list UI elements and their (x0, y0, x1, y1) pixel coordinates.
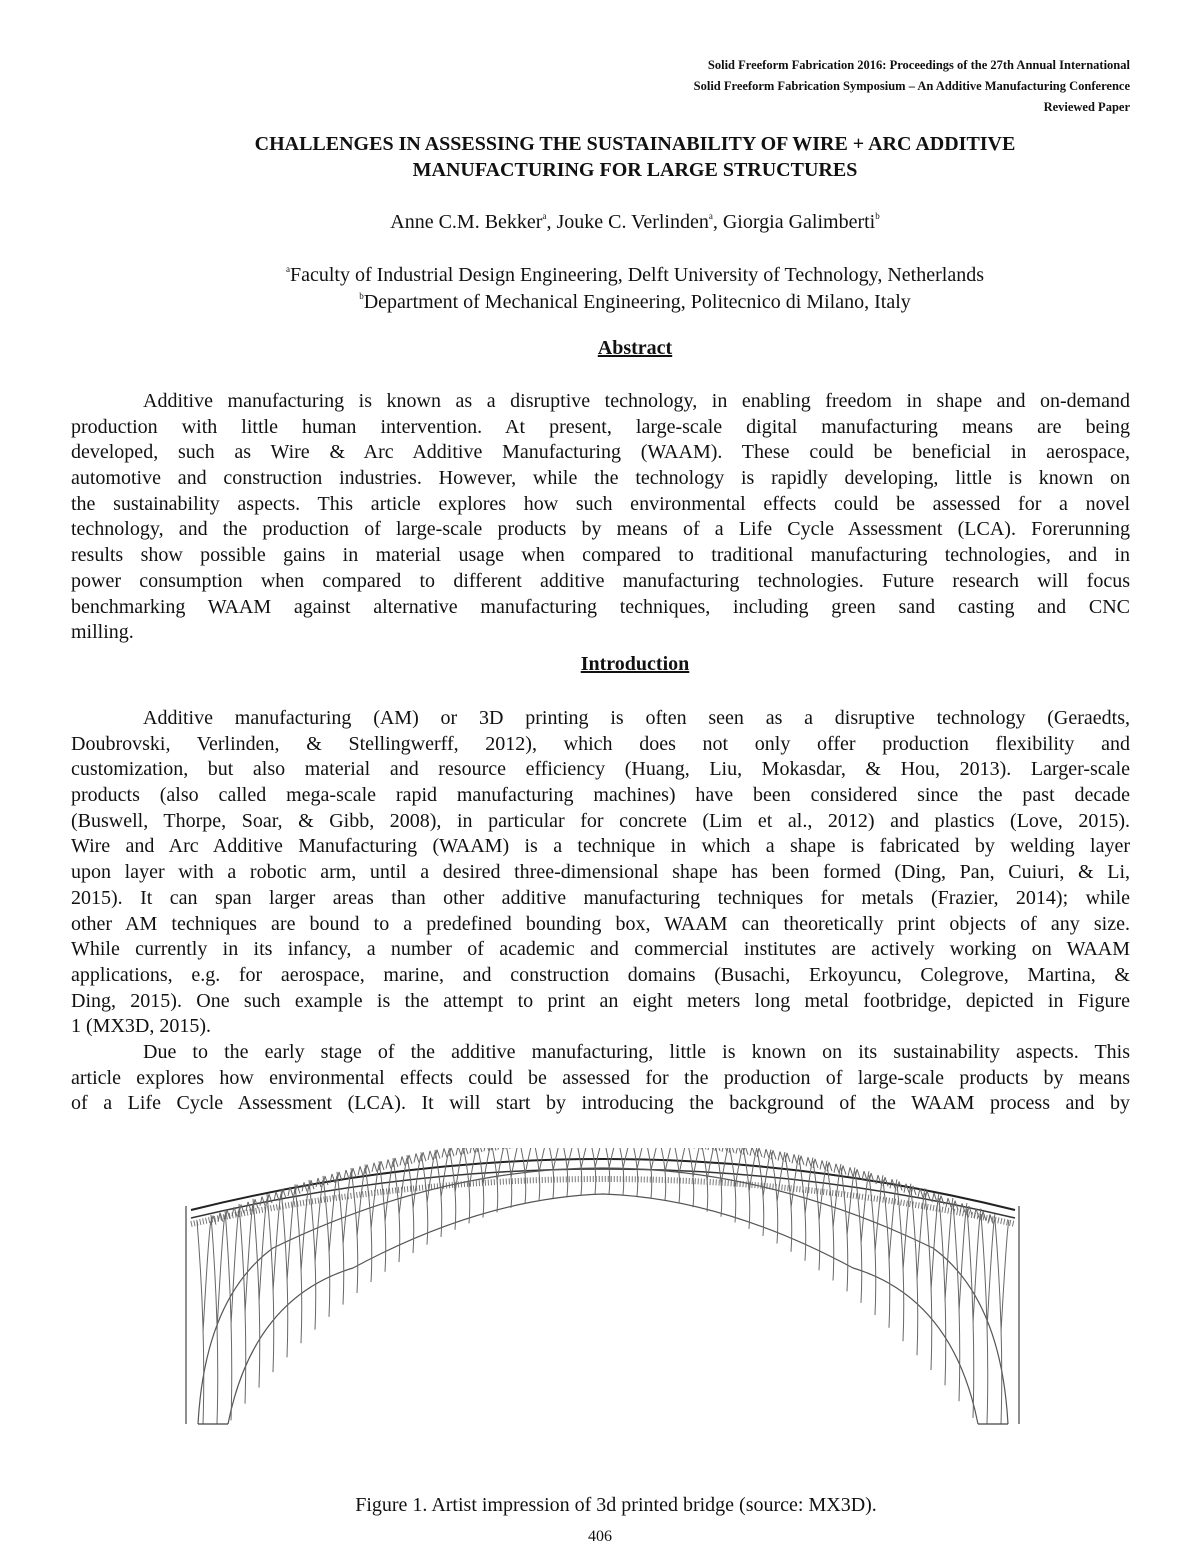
text-line: power consumption when compared to different additive manufacturing technologies. Future research will focus (71, 569, 1130, 592)
lattice-twig (792, 1154, 797, 1163)
lattice-branch (379, 1161, 393, 1272)
lattice-twig (925, 1191, 930, 1200)
lattice-twig (778, 1152, 783, 1161)
lattice-branch (435, 1150, 449, 1237)
lattice-twig (470, 1148, 475, 1153)
lattice-twig (813, 1159, 818, 1168)
text-line: article explores how environmental effects could be assessed for the production of large-scale products by means (71, 1066, 1130, 1089)
author-list (0, 211, 1200, 234)
lattice-twig (799, 1156, 804, 1165)
author-name: Jouke C. Verlinden (556, 211, 709, 233)
text-line: Ding, 2015). One such example is the attempt to print an eight meters long metal footbridge, depicted in Figure (71, 989, 1130, 1012)
lattice-branch (897, 1184, 911, 1341)
lattice-twig (379, 1161, 384, 1170)
text-line: While currently in its infancy, a number of academic and commercial institutes are actively working on WAAM (71, 938, 1130, 961)
lattice-twig (701, 1148, 706, 1149)
lattice-twig (435, 1150, 440, 1159)
lattice-twig (904, 1184, 909, 1193)
lattice-twig (386, 1160, 391, 1169)
lattice-twig (883, 1177, 888, 1186)
lattice-branch (827, 1164, 841, 1280)
lattice-branch (967, 1209, 981, 1418)
lattice-branch (659, 1148, 673, 1200)
lattice-twig (694, 1148, 699, 1149)
lattice-twig (260, 1197, 265, 1206)
lattice-twig (302, 1182, 307, 1191)
affiliations (0, 262, 1200, 316)
lattice-branch (365, 1165, 379, 1282)
introduction-paragraph-2 (71, 1040, 1130, 1117)
lattice-twig (351, 1168, 356, 1177)
text-line: applications, e.g. for aerospace, marine, and construction domains (Busachi, Erkoyuncu, Colegrove, Martina, & (71, 963, 1130, 986)
lattice-twig (708, 1148, 713, 1150)
affiliation-mark: b (359, 291, 364, 301)
figure-caption: Figure 1. Artist impression of 3d printed bridge (source: MX3D). (355, 1494, 877, 1516)
lattice-branch (757, 1150, 771, 1236)
text-line: upon layer with a robotic arm, until a desired three-dimensional shape has been formed (Ding, Pan, Cuiuri, & Li, (71, 861, 1130, 884)
text-line: Additive manufacturing is known as a disruptive technology, in enabling freedom in shape and on-demand (143, 390, 1130, 412)
lattice-twig (344, 1170, 349, 1179)
conference-line-2: Solid Freeform Fabrication Symposium – An Additive Manufacturing Conference (693, 79, 1130, 93)
lattice-branch (925, 1193, 939, 1370)
lattice-twig (939, 1196, 944, 1205)
text-line: technology, and the production of large-scale products by means of a Life Cycle Assessment (LCA). Forerunning (71, 518, 1130, 541)
lattice-branch (995, 1220, 1009, 1424)
text-line: (Buswell, Thorpe, Soar, & Gibb, 2008), in particular for concrete (Lim et al., 2012) and plastics (Love, 2015). (71, 809, 1130, 832)
lattice-branch (799, 1158, 813, 1261)
lattice-twig (358, 1166, 363, 1175)
lattice-twig (421, 1152, 426, 1161)
paper-title (150, 131, 1120, 183)
author-affiliation-mark: b (875, 211, 880, 221)
lattice-twig (715, 1148, 720, 1151)
text-line: results show possible gains in material usage when compared to traditional manufacturing technologies, and in (71, 544, 1130, 567)
lattice-twig (771, 1150, 776, 1159)
lattice-twig (365, 1165, 370, 1174)
text-line: milling. (71, 621, 134, 644)
lattice-branch (645, 1148, 659, 1198)
lattice-twig (827, 1162, 832, 1171)
lattice-twig (722, 1148, 727, 1152)
text-line: of a Life Cycle Assessment (LCA). It will start by introducing the background of the WAAM process and by (71, 1092, 1130, 1115)
lattice-twig (820, 1160, 825, 1169)
lattice-branch (337, 1172, 351, 1305)
lattice-branch (743, 1148, 757, 1229)
lattice-twig (785, 1153, 790, 1162)
lattice-twig (848, 1167, 853, 1176)
lattice-twig (407, 1155, 412, 1164)
lattice-twig (750, 1148, 755, 1156)
lattice-branch (561, 1148, 575, 1196)
lattice-branch (295, 1184, 309, 1343)
lattice-twig (505, 1148, 510, 1149)
lattice-branch (267, 1194, 281, 1372)
text-line: automotive and construction industries. However, while the technology is rapidly developing, little is known on (71, 467, 1130, 490)
lattice-twig (393, 1158, 398, 1167)
abstract-paragraph (71, 389, 1130, 646)
text-line: Additive manufacturing (AM) or 3D printing is often seen as a disruptive technology (Geraedts, (143, 707, 1130, 729)
lattice-twig (946, 1198, 951, 1207)
introduction-paragraph-1 (71, 706, 1130, 1040)
lattice-twig (428, 1151, 433, 1160)
text-line: developed, such as Wire & Arc Additive Manufacturing (WAAM). These could be beneficial in aerospace, (71, 441, 1130, 464)
author-name: Anne C.M. Bekker (390, 211, 543, 233)
lattice-branch (771, 1152, 785, 1243)
bridge-figure (183, 1148, 1023, 1430)
lattice-twig (736, 1148, 741, 1154)
lattice-branch (449, 1148, 463, 1230)
lattice-twig (841, 1166, 846, 1175)
text-line: Doubrovski, Verlinden, & Stellingwerff, 2012), which does not only offer production flexibility and (71, 732, 1130, 755)
lattice-branch (603, 1148, 617, 1194)
lattice-twig (484, 1148, 489, 1151)
lattice-twig (456, 1148, 461, 1155)
abstract-heading: Abstract (597, 337, 673, 359)
affiliation-text: Faculty of Industrial Design Engineering, Delft University of Technology, Netherlands (290, 264, 984, 286)
lattice-twig (764, 1149, 769, 1158)
lattice-twig (960, 1203, 965, 1212)
introduction-heading: Introduction (580, 653, 690, 675)
text-line: products (also called mega-scale rapid manufacturing machines) have been considered since the past decade (71, 784, 1130, 807)
lattice-twig (442, 1148, 447, 1157)
title-line-1: CHALLENGES IN ASSESSING THE SUSTAINABILITY OF WIRE + ARC ADDITIVE (254, 133, 1016, 155)
affiliation-a (0, 262, 1200, 289)
lattice-branch (673, 1148, 687, 1203)
lattice-twig (834, 1164, 839, 1173)
lattice-twig (729, 1148, 734, 1153)
lattice-twig (463, 1148, 468, 1154)
lattice-branch (505, 1148, 519, 1208)
lattice-branch (953, 1203, 967, 1401)
author-separator: , (712, 211, 723, 233)
lattice-twig (757, 1148, 762, 1157)
lattice-twig (414, 1154, 419, 1163)
author-name: Giorgia Galimberti (722, 211, 876, 233)
text-line: customization, but also material and resource efficiency (Huang, Liu, Mokasdar, & Hou, 2013). Larger-scale (71, 758, 1130, 781)
lattice-branch (253, 1199, 267, 1388)
bridge-illustration (183, 1148, 1023, 1430)
page-number: 406 (588, 1528, 612, 1545)
lattice-branch (197, 1221, 211, 1424)
lattice-twig (806, 1157, 811, 1166)
text-line: the sustainability aspects. This article explores how such environmental effects could be assessed for a novel (71, 492, 1130, 515)
lattice-twig (246, 1202, 251, 1211)
lattice-twig (323, 1176, 328, 1185)
lattice-branch (939, 1198, 953, 1385)
lattice-twig (400, 1156, 405, 1165)
lattice-branch (617, 1148, 631, 1195)
affiliation-mark: a (286, 264, 290, 274)
lattice-twig (855, 1169, 860, 1178)
lattice-twig (372, 1163, 377, 1172)
text-line: other AM techniques are bound to a predefined bounding box, WAAM can theoretically print objects of any size. (71, 912, 1130, 935)
lattice-branch (981, 1214, 995, 1424)
affiliation-b (0, 289, 1200, 316)
author-affiliation-mark: a (542, 211, 547, 221)
text-line: 1 (MX3D, 2015). (71, 1015, 211, 1038)
conference-line-1: Solid Freeform Fabrication 2016: Proceedings of the 27th Annual International (707, 58, 1130, 72)
lattice-branch (911, 1188, 925, 1355)
lattice-branch (869, 1175, 883, 1315)
author-separator: , (546, 211, 557, 233)
lattice-branch (519, 1148, 533, 1204)
lattice-branch (547, 1148, 561, 1198)
author-affiliation-mark: a (708, 211, 713, 221)
lattice-branch (575, 1148, 589, 1195)
lattice-twig (498, 1148, 503, 1150)
lattice-branch (533, 1148, 547, 1201)
title-line-2: MANUFACTURING FOR LARGE STRUCTURES (412, 159, 858, 181)
text-line: production with little human intervention. At present, large-scale digital manufacturing means are being (71, 415, 1130, 438)
lattice-branch (687, 1148, 701, 1207)
lattice-branch (589, 1148, 603, 1194)
lattice-branch (281, 1189, 295, 1357)
conference-line-3: Reviewed Paper (1043, 100, 1130, 114)
text-line: 2015). It can span larger areas than other additive manufacturing techniques for metals (Frazier, 2014); while (71, 886, 1130, 909)
lattice-twig (477, 1148, 482, 1152)
lattice-branch (855, 1171, 869, 1303)
lattice-twig (491, 1148, 496, 1150)
conference-header (430, 55, 1130, 118)
text-line: benchmarking WAAM against alternative manufacturing techniques, including green sand casting and CNC (71, 595, 1130, 618)
affiliation-text: Department of Mechanical Engineering, Politecnico di Milano, Italy (363, 291, 911, 313)
text-line: Due to the early stage of the additive manufacturing, little is known on its sustainability aspects. This (143, 1041, 1130, 1063)
lattice-branch (239, 1204, 253, 1404)
text-line: Wire and Arc Additive Manufacturing (WAAM) is a technique in which a shape is fabricated by welding layer (71, 835, 1130, 858)
lattice-branch (463, 1148, 477, 1223)
lattice-branch (211, 1215, 225, 1424)
lattice-branch (631, 1148, 645, 1196)
